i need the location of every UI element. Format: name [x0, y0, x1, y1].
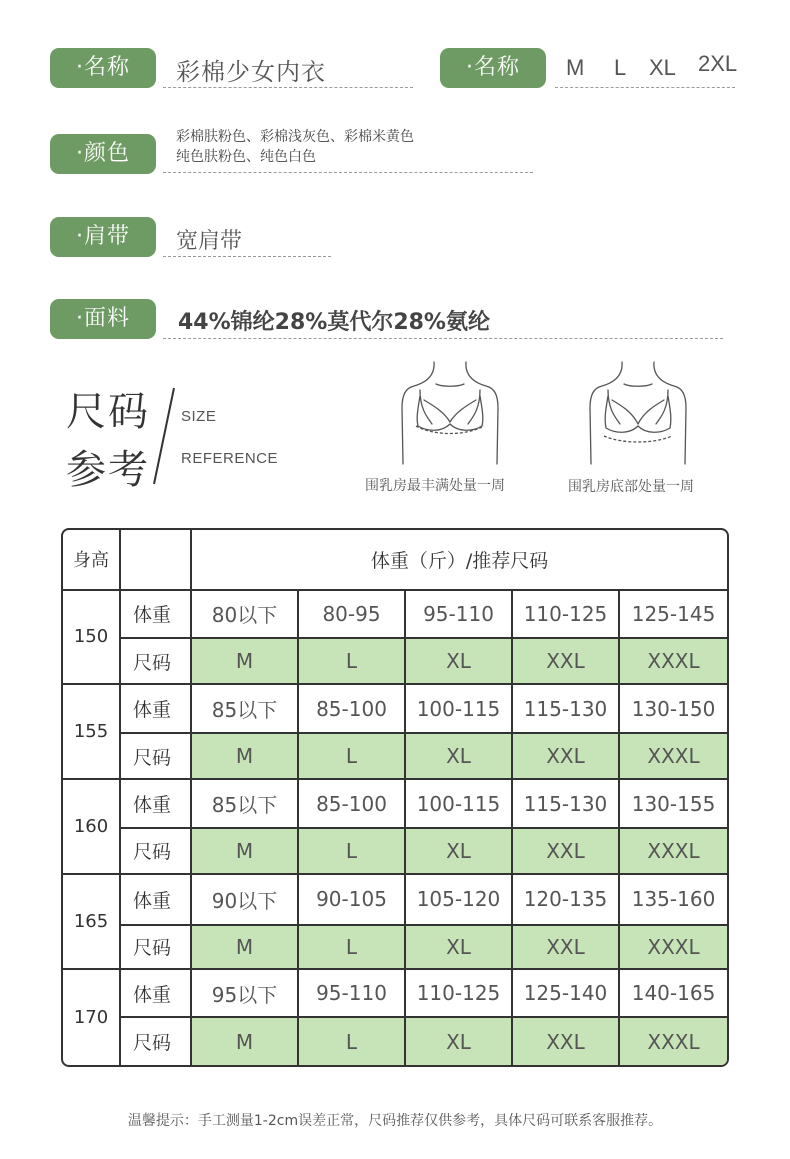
weight-row [63, 780, 727, 828]
recommended-size-cell: XXL [513, 926, 620, 970]
weight-range-cell: 120-135 [513, 875, 620, 925]
weight-row [63, 875, 727, 925]
weight-range-cell: 85-100 [299, 685, 406, 733]
recommended-size-cell: XL [406, 734, 513, 780]
size-chart-table [61, 528, 729, 1067]
recommended-size-cell: L [299, 1018, 406, 1065]
weight-size-header: 体重（斤）/推荐尺码 [192, 530, 727, 591]
weight-range-cell: 100-115 [406, 780, 513, 828]
name-tag: ·名称 [50, 48, 156, 88]
size-value-l: L [614, 55, 627, 80]
color-tag: ·颜色 [50, 134, 156, 174]
size-reference-title-1: 尺码 [66, 389, 150, 435]
weight-label-cell: 体重 [121, 875, 192, 925]
weight-range-cell: 95以下 [192, 970, 299, 1018]
weight-range-cell: 85以下 [192, 685, 299, 733]
height-column-header: 身高 [63, 530, 121, 591]
weight-range-cell: 125-140 [513, 970, 620, 1018]
recommended-size-cell: XL [406, 926, 513, 970]
weight-row [63, 591, 727, 639]
underbust-illustration [586, 360, 690, 466]
underbust-caption: 围乳房底部处量一周 [568, 479, 694, 495]
weight-range-cell: 90-105 [299, 875, 406, 925]
size-label-cell: 尺码 [121, 829, 192, 875]
weight-range-cell: 130-155 [620, 780, 727, 828]
weight-range-cell: 130-150 [620, 685, 727, 733]
bust-full-caption: 围乳房最丰满处量一周 [365, 478, 505, 494]
size-label-cell: 尺码 [121, 1018, 192, 1065]
weight-range-cell: 125-145 [620, 591, 727, 639]
size-underline [555, 87, 735, 88]
recommended-size-cell: XXXL [620, 734, 727, 780]
size-label-cell: 尺码 [121, 926, 192, 970]
size-tag: ·名称 [440, 48, 546, 88]
strap-tag: ·肩带 [50, 217, 156, 257]
weight-range-cell: 115-130 [513, 780, 620, 828]
weight-range-cell: 95-110 [299, 970, 406, 1018]
recommended-size-cell: XXL [513, 734, 620, 780]
height-cell: 165 [63, 875, 121, 970]
recommended-size-cell: L [299, 734, 406, 780]
weight-range-cell: 135-160 [620, 875, 727, 925]
blank-header-cell [121, 530, 192, 591]
size-value-m: M [566, 55, 585, 80]
recommended-size-cell: L [299, 639, 406, 685]
recommended-size-cell: M [192, 829, 299, 875]
weight-range-cell: 85-100 [299, 780, 406, 828]
product-name: 彩棉少女内衣 [176, 58, 326, 86]
weight-label-cell: 体重 [121, 685, 192, 733]
height-cell: 170 [63, 970, 121, 1065]
weight-label-cell: 体重 [121, 970, 192, 1018]
size-reference-sub-2: REFERENCE [181, 450, 279, 467]
recommended-size-cell: L [299, 926, 406, 970]
recommended-size-cell: XXL [513, 639, 620, 685]
recommended-size-cell: M [192, 734, 299, 780]
recommended-size-cell: XXXL [620, 926, 727, 970]
fabric-underline [163, 338, 723, 339]
weight-range-cell: 90以下 [192, 875, 299, 925]
recommended-size-cell: XXXL [620, 639, 727, 685]
weight-range-cell: 80以下 [192, 591, 299, 639]
recommended-size-cell: XL [406, 639, 513, 685]
size-value-2xl: 2XL [698, 51, 738, 76]
size-row [63, 926, 727, 970]
height-cell: 160 [63, 780, 121, 875]
color-underline [163, 172, 533, 173]
recommended-size-cell: XL [406, 829, 513, 875]
size-row [63, 1018, 727, 1065]
size-value-xl: XL [649, 55, 676, 80]
strap-value: 宽肩带 [176, 229, 243, 254]
size-row [63, 639, 727, 685]
recommended-size-cell: XXL [513, 1018, 620, 1065]
recommended-size-cell: L [299, 829, 406, 875]
recommended-size-cell: M [192, 639, 299, 685]
weight-range-cell: 105-120 [406, 875, 513, 925]
recommended-size-cell: XXXL [620, 829, 727, 875]
recommended-size-cell: XXL [513, 829, 620, 875]
size-row [63, 734, 727, 780]
weight-row [63, 970, 727, 1018]
size-row [63, 829, 727, 875]
weight-label-cell: 体重 [121, 780, 192, 828]
size-reference-title-2: 参考 [66, 447, 150, 493]
weight-range-cell: 110-125 [513, 591, 620, 639]
weight-range-cell: 110-125 [406, 970, 513, 1018]
fabric-tag: ·面料 [50, 299, 156, 339]
height-cell: 150 [63, 591, 121, 686]
bust-full-illustration [398, 360, 502, 466]
recommended-size-cell: XXXL [620, 1018, 727, 1065]
name-underline [163, 87, 413, 88]
weight-range-cell: 140-165 [620, 970, 727, 1018]
color-line-2: 纯色肤粉色、纯色白色 [176, 149, 316, 165]
size-label-cell: 尺码 [121, 734, 192, 780]
footer-note: 温馨提示：手工测量1-2cm误差正常，尺码推荐仅供参考，具体尺码可联系客服推荐。 [127, 1113, 663, 1129]
fabric-value: 44%锦纶28%莫代尔28%氨纶 [178, 310, 490, 335]
weight-range-cell: 95-110 [406, 591, 513, 639]
weight-label-cell: 体重 [121, 591, 192, 639]
weight-range-cell: 80-95 [299, 591, 406, 639]
weight-range-cell: 85以下 [192, 780, 299, 828]
size-reference-sub-1: SIZE [181, 408, 217, 425]
recommended-size-cell: XL [406, 1018, 513, 1065]
height-cell: 155 [63, 685, 121, 780]
strap-underline [163, 256, 331, 257]
weight-row [63, 685, 727, 733]
size-label-cell: 尺码 [121, 639, 192, 685]
recommended-size-cell: M [192, 1018, 299, 1065]
recommended-size-cell: M [192, 926, 299, 970]
table-header-row [63, 530, 727, 591]
color-line-1: 彩棉肤粉色、彩棉浅灰色、彩棉米黄色 [176, 129, 414, 145]
weight-range-cell: 100-115 [406, 685, 513, 733]
weight-range-cell: 115-130 [513, 685, 620, 733]
title-slash [150, 386, 180, 486]
